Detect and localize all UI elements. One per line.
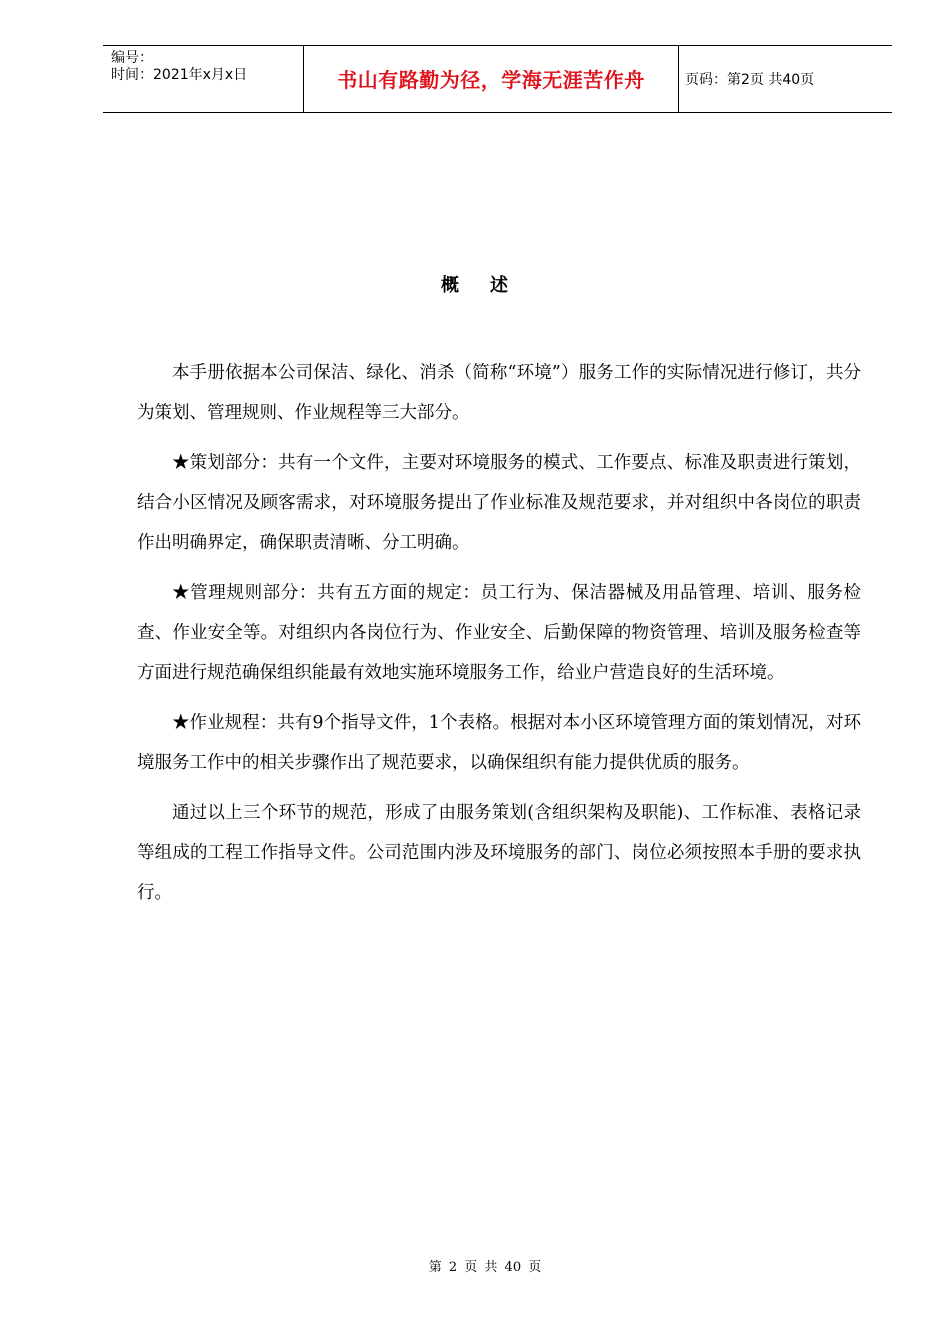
section-title (0, 274, 950, 298)
paragraph-intro: 本手册依据本公司保洁、绿化、消杀（简称“环境”）服务工作的实际情况进行修订，共分为策划、管理规则、作业规程等三大部分。 (137, 363, 861, 423)
page-footer: 第 2 页 共 40 页 (428, 1260, 542, 1275)
section-title-part-2: 述 (490, 275, 509, 296)
paragraph-planning: ★策划部分：共有一个文件，主要对环境服务的模式、工作要点、标准及职责进行策划，结合小区情况及顾客需求，对环境服务提出了作业标准及规范要求，并对组织中各岗位的职责作出明确界定，确保职责清晰、分工明确。 (137, 453, 861, 553)
document-number-label: 编号： (111, 50, 153, 66)
header-page-info: 页码：第2页 共40页 (685, 72, 815, 88)
body-content (137, 353, 861, 923)
header-meta (111, 50, 303, 84)
paragraph-management-rules: ★管理规则部分：共有五方面的规定：员工行为、保洁器械及用品管理、培训、服务检查、作业安全等。对组织内各岗位行为、作业安全、后勤保障的物资管理、培训及服务检查等方面进行规范确保组织能最有效地实施环境服务工作，给业户营造良好的生活环境。 (137, 583, 861, 683)
section-title-part-1: 概 (441, 275, 460, 296)
page-header (103, 45, 892, 113)
paragraph-operating-procedures: ★作业规程：共有9个指导文件，1个表格。根据对本小区环境管理方面的策划情况，对环境服务工作中的相关步骤作出了规范要求，以确保组织有能力提供优质的服务。 (137, 713, 861, 773)
header-motto: 书山有路勤为径，学海无涯苦作舟 (337, 68, 645, 92)
paragraph-conclusion: 通过以上三个环节的规范，形成了由服务策划(含组织架构及职能)、工作标准、表格记录等组成的工程工作指导文件。公司范围内涉及环境服务的部门、岗位必须按照本手册的要求执行。 (137, 803, 861, 903)
document-date-label: 时间：2021年x月x日 (111, 67, 248, 83)
header-divider-right (678, 46, 679, 113)
